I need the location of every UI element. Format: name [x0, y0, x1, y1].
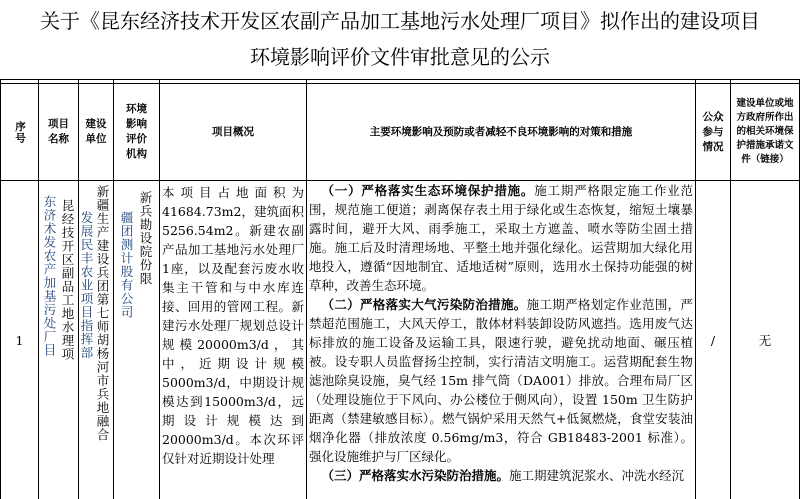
header-seq: 序号: [14, 120, 26, 144]
eia-org-col-b: 疆团测计股有公司: [119, 211, 134, 319]
eia-org-col-a: 新兵勘设院份限: [138, 191, 153, 286]
header-public-participation: 公众参与情况: [702, 110, 724, 153]
header-project-name: 项目名称: [48, 118, 69, 145]
header-commitment: 建设单位或地方政府所作出的相关环境保护措施承诺文件（链接）: [736, 98, 794, 165]
row-measures: [309, 181, 693, 499]
row-commitment: 无: [758, 332, 772, 348]
project-name-col-b: 东济术发农产加基污处厂目: [42, 195, 57, 357]
measure-ecology: （一）严格落实生态环境保护措施。施工期严格限定施工作业范围，规范施工便道；剥离保存表土用于绿化或生态恢复，缩短土壤暴露时间，避开大风、雨季施工，采取土方遮盖、喷水等防尘固土措施。施工后及时清理场地、平整土地并强化绿化。运营期加大绿化用地投入，遵循“因地制宜、适地适树”原则，选用水土保持功能强的树草种，改善生态环境。: [309, 183, 693, 293]
document-title: [0, 0, 800, 80]
row-public-participation: /: [710, 332, 716, 348]
builder-col-b: 发展民丰农业项目指挥部: [79, 211, 94, 360]
header-overview: 项目概况: [212, 125, 254, 138]
row-seq: 1: [15, 332, 24, 348]
table-border-top: [0, 79, 800, 80]
row-builder: [79, 183, 113, 499]
builder-col-a: 新疆生产建设兵团第七师胡杨河市兵地融合: [95, 185, 110, 442]
row-project-name: [39, 185, 78, 499]
measure-water: （三）严格落实水污染防治措施。施工期建筑泥浆水、冲洗水经沉: [321, 468, 685, 483]
title-line-1: 关于《昆东经济技术开发区农副产品加工基地污水处理厂项目》拟作出的建设项目: [40, 9, 760, 33]
header-builder: 建设单位: [85, 118, 107, 145]
header-measures: 主要环境影响及预防或者减轻不良环境影响的对策和措施: [369, 125, 633, 138]
project-name-col-a: 昆经技开区副品工地水理项: [60, 199, 75, 361]
measure-air: （二）严格落实大气污染防治措施。施工期严格划定作业范围，严禁超范围施工，大风天停工，散体材料装卸设防风遮挡。选用废气达标排放的施工设备及运输工具，限速行驶，避免扰动地面、碾压植被。设专职人员监督扬尘控制，实行清洁文明施工。运营期配套生物滤池除臭设施，臭气经 15m 排气筒（DA001）排放。合理布局厂区（处理设施位于下风向、办公楼位于侧风向），设置 150m 卫生防护距离（禁建敏感目标）。燃气锅炉采用天然气+低氮燃烧，食堂安装油烟净化器（排放浓度 0.56mg/m3，符合 GB18483-2001 标准）。强化设施维护与厂区绿化。: [309, 297, 693, 464]
approval-table: [0, 79, 800, 499]
row-overview: 本项目占地面积为41684.73m2，建筑面积 5256.54m2。新建农副产品加工基地污水处理厂1座，以及配套污废水收集主干管和与中水库连接、回用的管网工程。新建污水处理厂规划总设计规模20000m3/d，其中，近期设计规模5000m3/d，中期设计规模达到15000m3/d，远期设计规模达到20000m3/d。本次环评仅针对近期设计处理: [162, 185, 304, 466]
row-eia-org: [114, 185, 159, 499]
title-line-2: 环境影响评价文件审批意见的公示: [250, 45, 550, 69]
header-eia-org: 环境影响评价机构: [126, 103, 147, 160]
